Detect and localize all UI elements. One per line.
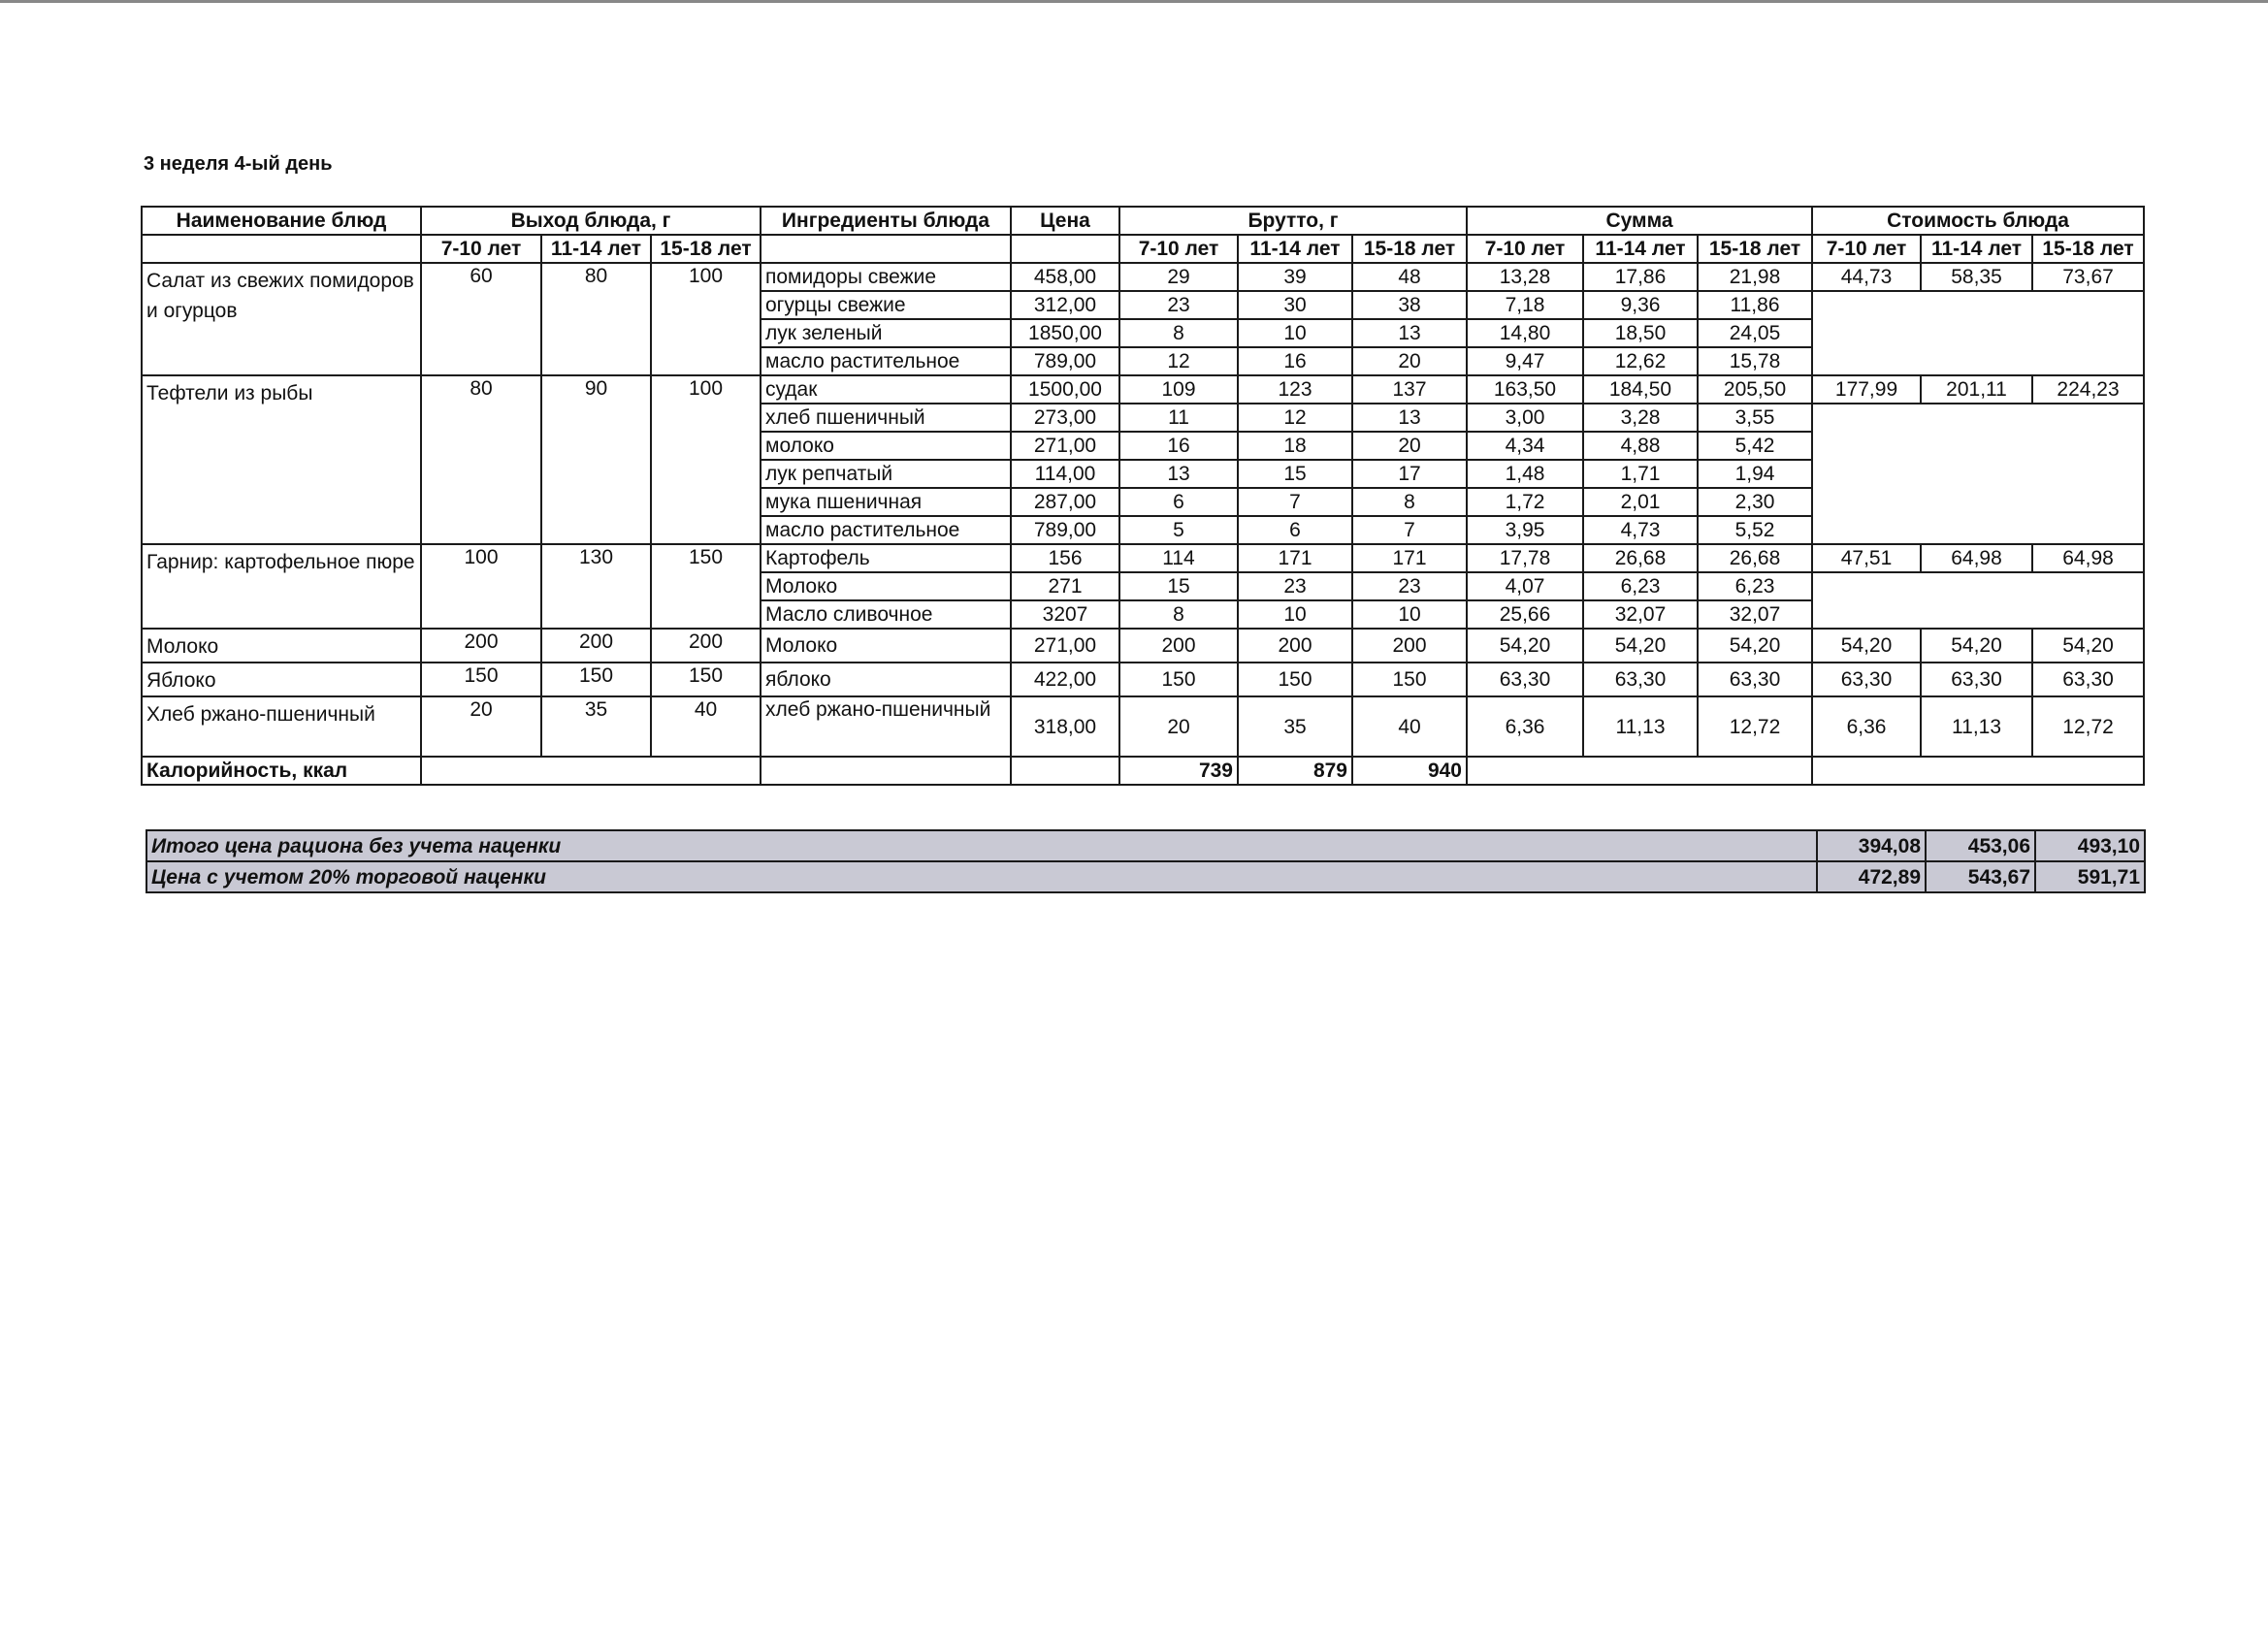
ingredient-name: масло растительное	[761, 516, 1011, 544]
sum-15-18: 12,72	[1698, 696, 1812, 757]
dish-output-15-18: 200	[651, 629, 761, 663]
brutto-7-10: 29	[1119, 263, 1238, 291]
sum-15-18: 5,42	[1698, 432, 1812, 460]
brutto-11-14: 10	[1238, 600, 1352, 629]
sum-15-18: 21,98	[1698, 263, 1812, 291]
ingredient-price: 422,00	[1011, 663, 1119, 696]
brutto-15-18: 20	[1352, 347, 1467, 375]
brutto-age-11-14: 11-14 лет	[1238, 235, 1352, 263]
totals-row	[146, 861, 2145, 892]
totals-value: 591,71	[2035, 861, 2145, 892]
dish-output-7-10: 150	[421, 663, 541, 696]
ingredient-name: молоко	[761, 432, 1011, 460]
ingredient-name: хлеб ржано-пшеничный	[761, 696, 1011, 757]
brutto-7-10: 8	[1119, 600, 1238, 629]
calories-11-14: 879	[1238, 757, 1352, 785]
dish-output-15-18: 40	[651, 696, 761, 757]
calories-label: Калорийность, ккал	[142, 757, 421, 785]
output-age-15-18: 15-18 лет	[651, 235, 761, 263]
dish-subheader	[142, 235, 421, 263]
cost-blank-area	[1812, 404, 2144, 544]
ingredient-price: 789,00	[1011, 347, 1119, 375]
dish-name: Тефтели из рыбы	[142, 375, 421, 544]
brutto-11-14: 12	[1238, 404, 1352, 432]
totals-value: 472,89	[1817, 861, 1926, 892]
ingredient-name: огурцы свежие	[761, 291, 1011, 319]
ingredient-price: 156	[1011, 544, 1119, 572]
brutto-11-14: 39	[1238, 263, 1352, 291]
calories-15-18: 940	[1352, 757, 1467, 785]
brutto-7-10: 16	[1119, 432, 1238, 460]
brutto-15-18: 13	[1352, 404, 1467, 432]
dish-output-7-10: 100	[421, 544, 541, 629]
sum-7-10: 4,34	[1467, 432, 1583, 460]
brutto-15-18: 171	[1352, 544, 1467, 572]
brutto-11-14: 6	[1238, 516, 1352, 544]
sum-15-18: 54,20	[1698, 629, 1812, 663]
totals-value: 493,10	[2035, 830, 2145, 861]
dish-cost-15-18: 224,23	[2032, 375, 2144, 404]
sum-11-14: 6,23	[1583, 572, 1698, 600]
ingredient-price: 1500,00	[1011, 375, 1119, 404]
ingredient-price: 3207	[1011, 600, 1119, 629]
dish-output-11-14: 35	[541, 696, 651, 757]
brutto-15-18: 38	[1352, 291, 1467, 319]
dish-header: Наименование блюд	[142, 207, 421, 235]
totals-value: 394,08	[1817, 830, 1926, 861]
brutto-7-10: 200	[1119, 629, 1238, 663]
cost-blank-area	[1812, 291, 2144, 375]
sum-age-11-14: 11-14 лет	[1583, 235, 1698, 263]
dish-cost-7-10: 44,73	[1812, 263, 1921, 291]
calories-output-blank	[421, 757, 761, 785]
ingredient-price: 318,00	[1011, 696, 1119, 757]
ingredient-row	[142, 375, 2144, 404]
header-row-2	[142, 235, 2144, 263]
brutto-7-10: 5	[1119, 516, 1238, 544]
cost-age-7-10: 7-10 лет	[1812, 235, 1921, 263]
brutto-7-10: 13	[1119, 460, 1238, 488]
sum-11-14: 32,07	[1583, 600, 1698, 629]
sum-11-14: 11,13	[1583, 696, 1698, 757]
dish-output-11-14: 90	[541, 375, 651, 544]
brutto-15-18: 7	[1352, 516, 1467, 544]
sum-7-10: 63,30	[1467, 663, 1583, 696]
ingredient-name: помидоры свежие	[761, 263, 1011, 291]
dish-cost-15-18: 73,67	[2032, 263, 2144, 291]
ingredient-name: Молоко	[761, 629, 1011, 663]
sum-7-10: 1,72	[1467, 488, 1583, 516]
sum-15-18: 2,30	[1698, 488, 1812, 516]
calories-row	[142, 757, 2144, 785]
brutto-7-10: 12	[1119, 347, 1238, 375]
calories-ingredients-blank	[761, 757, 1011, 785]
dish-name: Салат из свежих помидоров и огурцов	[142, 263, 421, 375]
calories-7-10: 739	[1119, 757, 1238, 785]
brutto-7-10: 114	[1119, 544, 1238, 572]
ingredient-row	[142, 263, 2144, 291]
calories-price-blank	[1011, 757, 1119, 785]
dish-output-15-18: 150	[651, 663, 761, 696]
sum-15-18: 24,05	[1698, 319, 1812, 347]
dish-output-7-10: 20	[421, 696, 541, 757]
dish-output-11-14: 130	[541, 544, 651, 629]
sum-11-14: 17,86	[1583, 263, 1698, 291]
sum-15-18: 11,86	[1698, 291, 1812, 319]
brutto-11-14: 30	[1238, 291, 1352, 319]
brutto-11-14: 18	[1238, 432, 1352, 460]
cost-age-11-14: 11-14 лет	[1921, 235, 2032, 263]
ingredient-name: мука пшеничная	[761, 488, 1011, 516]
sum-15-18: 63,30	[1698, 663, 1812, 696]
dish-cost-11-14: 11,13	[1921, 696, 2032, 757]
sum-age-7-10: 7-10 лет	[1467, 235, 1583, 263]
ingredient-name: Молоко	[761, 572, 1011, 600]
dish-name: Молоко	[142, 629, 421, 663]
brutto-11-14: 200	[1238, 629, 1352, 663]
brutto-15-18: 23	[1352, 572, 1467, 600]
output-header: Выход блюда, г	[421, 207, 761, 235]
dish-cost-7-10: 47,51	[1812, 544, 1921, 572]
dish-output-15-18: 150	[651, 544, 761, 629]
ingredient-name: Масло сливочное	[761, 600, 1011, 629]
ingredient-price: 271	[1011, 572, 1119, 600]
sum-11-14: 12,62	[1583, 347, 1698, 375]
cost-header: Стоимость блюда	[1812, 207, 2144, 235]
ingredient-price: 287,00	[1011, 488, 1119, 516]
totals-row	[146, 830, 2145, 861]
dish-output-11-14: 80	[541, 263, 651, 375]
sum-7-10: 13,28	[1467, 263, 1583, 291]
brutto-7-10: 11	[1119, 404, 1238, 432]
sum-7-10: 1,48	[1467, 460, 1583, 488]
sum-7-10: 25,66	[1467, 600, 1583, 629]
brutto-15-18: 40	[1352, 696, 1467, 757]
sum-11-14: 1,71	[1583, 460, 1698, 488]
brutto-7-10: 23	[1119, 291, 1238, 319]
totals-label: Итого цена рациона без учета наценки	[146, 830, 1817, 861]
brutto-15-18: 150	[1352, 663, 1467, 696]
dish-cost-15-18: 12,72	[2032, 696, 2144, 757]
dish-output-7-10: 60	[421, 263, 541, 375]
ingredient-price: 312,00	[1011, 291, 1119, 319]
price-subheader	[1011, 235, 1119, 263]
brutto-7-10: 8	[1119, 319, 1238, 347]
dish-cost-11-14: 63,30	[1921, 663, 2032, 696]
ingredient-price: 271,00	[1011, 629, 1119, 663]
sum-7-10: 9,47	[1467, 347, 1583, 375]
brutto-15-18: 48	[1352, 263, 1467, 291]
ingredient-name: Картофель	[761, 544, 1011, 572]
brutto-11-14: 35	[1238, 696, 1352, 757]
dish-cost-11-14: 54,20	[1921, 629, 2032, 663]
brutto-11-14: 16	[1238, 347, 1352, 375]
sum-11-14: 9,36	[1583, 291, 1698, 319]
document-title: 3 неделя 4-ый день	[144, 153, 333, 175]
dish-cost-7-10: 63,30	[1812, 663, 1921, 696]
brutto-11-14: 150	[1238, 663, 1352, 696]
sum-11-14: 54,20	[1583, 629, 1698, 663]
output-age-11-14: 11-14 лет	[541, 235, 651, 263]
dish-cost-15-18: 64,98	[2032, 544, 2144, 572]
brutto-age-7-10: 7-10 лет	[1119, 235, 1238, 263]
sum-11-14: 26,68	[1583, 544, 1698, 572]
dish-cost-7-10: 54,20	[1812, 629, 1921, 663]
cost-blank-area	[1812, 572, 2144, 629]
ingredient-name: хлеб пшеничный	[761, 404, 1011, 432]
calories-sum-blank	[1467, 757, 1812, 785]
brutto-15-18: 20	[1352, 432, 1467, 460]
dish-cost-15-18: 63,30	[2032, 663, 2144, 696]
cost-age-15-18: 15-18 лет	[2032, 235, 2144, 263]
sum-7-10: 54,20	[1467, 629, 1583, 663]
brutto-11-14: 10	[1238, 319, 1352, 347]
sum-11-14: 184,50	[1583, 375, 1698, 404]
totals-label: Цена с учетом 20% торговой наценки	[146, 861, 1817, 892]
sum-header: Сумма	[1467, 207, 1812, 235]
totals-value: 543,67	[1926, 861, 2035, 892]
ingredient-name: лук репчатый	[761, 460, 1011, 488]
brutto-15-18: 10	[1352, 600, 1467, 629]
sum-15-18: 26,68	[1698, 544, 1812, 572]
dish-output-11-14: 200	[541, 629, 651, 663]
menu-table	[141, 206, 2145, 786]
menu-body	[142, 263, 2144, 785]
sum-15-18: 6,23	[1698, 572, 1812, 600]
ingredient-name: масло растительное	[761, 347, 1011, 375]
brutto-15-18: 8	[1352, 488, 1467, 516]
brutto-11-14: 7	[1238, 488, 1352, 516]
sum-15-18: 5,52	[1698, 516, 1812, 544]
ingredient-row	[142, 696, 2144, 757]
brutto-7-10: 15	[1119, 572, 1238, 600]
dish-cost-11-14: 64,98	[1921, 544, 2032, 572]
ingredient-price: 789,00	[1011, 516, 1119, 544]
brutto-7-10: 150	[1119, 663, 1238, 696]
ingredients-subheader	[761, 235, 1011, 263]
dish-cost-11-14: 201,11	[1921, 375, 2032, 404]
dish-output-15-18: 100	[651, 375, 761, 544]
sum-7-10: 14,80	[1467, 319, 1583, 347]
sum-11-14: 3,28	[1583, 404, 1698, 432]
sum-7-10: 3,00	[1467, 404, 1583, 432]
ingredient-name: яблоко	[761, 663, 1011, 696]
dish-output-7-10: 80	[421, 375, 541, 544]
brutto-7-10: 6	[1119, 488, 1238, 516]
sum-7-10: 7,18	[1467, 291, 1583, 319]
sum-15-18: 1,94	[1698, 460, 1812, 488]
sum-15-18: 15,78	[1698, 347, 1812, 375]
brutto-11-14: 171	[1238, 544, 1352, 572]
dish-cost-11-14: 58,35	[1921, 263, 2032, 291]
ingredient-price: 458,00	[1011, 263, 1119, 291]
ingredient-price: 1850,00	[1011, 319, 1119, 347]
ingredient-price: 271,00	[1011, 432, 1119, 460]
ingredients-header: Ингредиенты блюда	[761, 207, 1011, 235]
ingredient-name: судак	[761, 375, 1011, 404]
dish-output-7-10: 200	[421, 629, 541, 663]
sum-7-10: 4,07	[1467, 572, 1583, 600]
sum-15-18: 3,55	[1698, 404, 1812, 432]
brutto-header: Брутто, г	[1119, 207, 1467, 235]
brutto-15-18: 137	[1352, 375, 1467, 404]
totals-value: 453,06	[1926, 830, 2035, 861]
ingredient-row	[142, 629, 2144, 663]
output-age-7-10: 7-10 лет	[421, 235, 541, 263]
dish-cost-7-10: 177,99	[1812, 375, 1921, 404]
dish-name: Яблоко	[142, 663, 421, 696]
sum-11-14: 63,30	[1583, 663, 1698, 696]
ingredient-price: 114,00	[1011, 460, 1119, 488]
sum-7-10: 6,36	[1467, 696, 1583, 757]
dish-name: Хлеб ржано-пшеничный	[142, 696, 421, 757]
sum-15-18: 32,07	[1698, 600, 1812, 629]
totals-table	[146, 829, 2146, 893]
dish-cost-15-18: 54,20	[2032, 629, 2144, 663]
sum-15-18: 205,50	[1698, 375, 1812, 404]
sum-11-14: 4,73	[1583, 516, 1698, 544]
brutto-age-15-18: 15-18 лет	[1352, 235, 1467, 263]
dish-name: Гарнир: картофельное пюре	[142, 544, 421, 629]
dish-output-15-18: 100	[651, 263, 761, 375]
sum-11-14: 4,88	[1583, 432, 1698, 460]
sum-7-10: 3,95	[1467, 516, 1583, 544]
sum-7-10: 163,50	[1467, 375, 1583, 404]
brutto-7-10: 20	[1119, 696, 1238, 757]
ingredient-row	[142, 663, 2144, 696]
header-row-1	[142, 207, 2144, 235]
ingredient-name: лук зеленый	[761, 319, 1011, 347]
dish-cost-7-10: 6,36	[1812, 696, 1921, 757]
sum-11-14: 18,50	[1583, 319, 1698, 347]
calories-cost-blank	[1812, 757, 2144, 785]
dish-output-11-14: 150	[541, 663, 651, 696]
totals-body	[146, 830, 2145, 892]
brutto-7-10: 109	[1119, 375, 1238, 404]
ingredient-row	[142, 544, 2144, 572]
sum-7-10: 17,78	[1467, 544, 1583, 572]
brutto-11-14: 15	[1238, 460, 1352, 488]
sum-age-15-18: 15-18 лет	[1698, 235, 1812, 263]
brutto-15-18: 17	[1352, 460, 1467, 488]
ingredient-price: 273,00	[1011, 404, 1119, 432]
brutto-15-18: 200	[1352, 629, 1467, 663]
brutto-15-18: 13	[1352, 319, 1467, 347]
brutto-11-14: 123	[1238, 375, 1352, 404]
scan-top-edge	[0, 0, 2268, 3]
sum-11-14: 2,01	[1583, 488, 1698, 516]
brutto-11-14: 23	[1238, 572, 1352, 600]
price-header: Цена	[1011, 207, 1119, 235]
